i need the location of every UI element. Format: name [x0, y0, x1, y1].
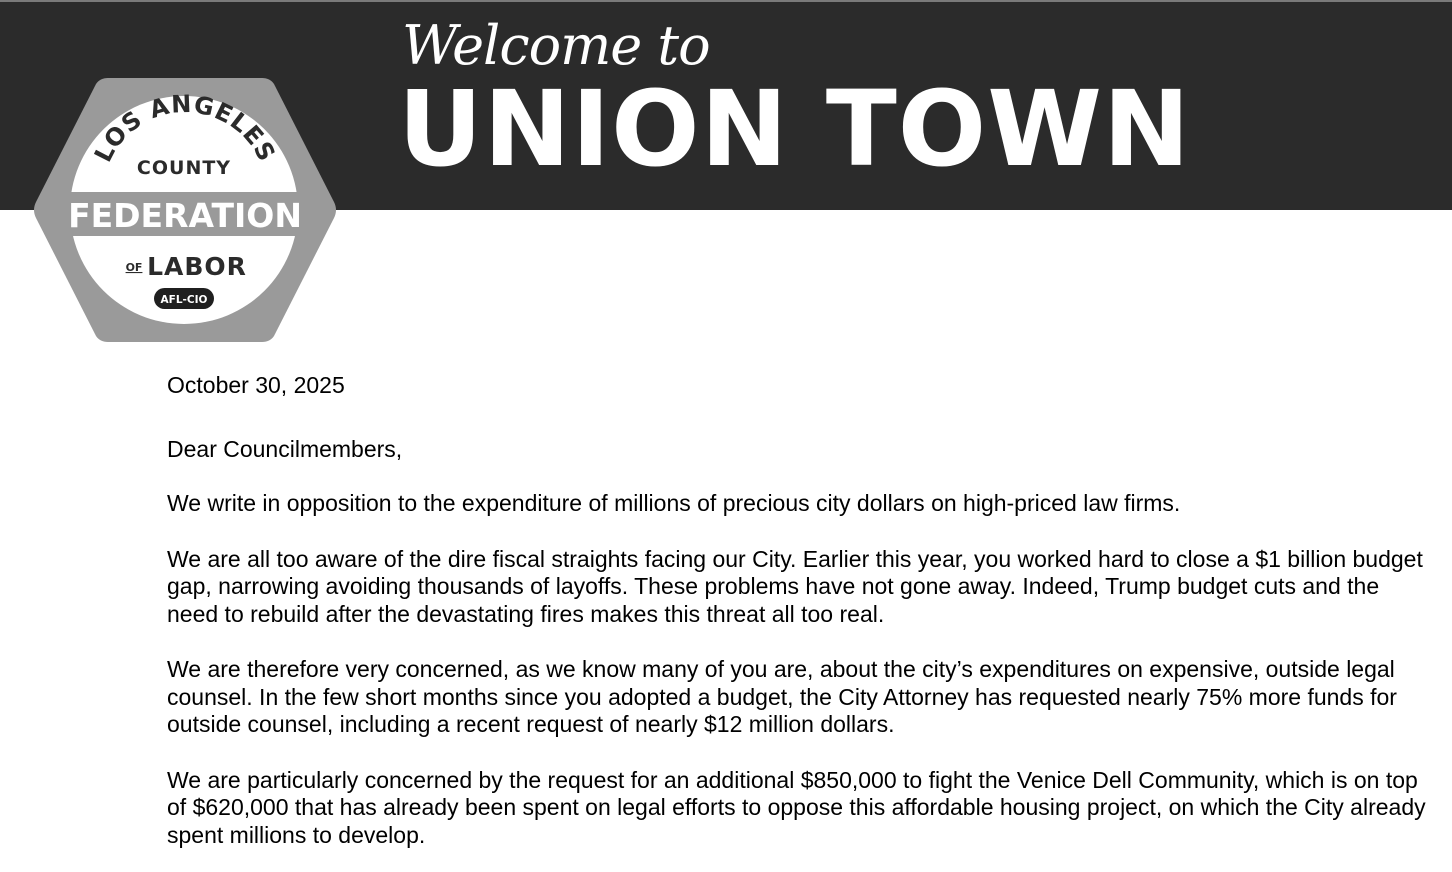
logo-county: COUNTY [136, 157, 232, 179]
federation-logo [30, 74, 340, 346]
welcome-text: Welcome to [402, 14, 710, 77]
letter-paragraph: We are particularly concerned by the request for an additional $850,000 to fight the Venice Dell Community, which is on top of $620,000 that has already been spent on legal efforts to oppose this affordable housing project, on which the City already spent millions to develop. [167, 766, 1426, 848]
letter-body [167, 372, 1427, 872]
logo-federation: FEDERATION [68, 196, 302, 235]
union-town-title: UNION TOWN [398, 68, 1191, 190]
letter-paragraph: We are all too aware of the dire fiscal straights facing our City. Earlier this year, you worked hard to close a $1 billion budget gap, narrowing avoiding thousands of layoffs. These problems have not gone away. Indeed, Trump budget cuts and the need to rebuild after the devastating fires makes this threat all too real. [167, 545, 1423, 627]
letter-paragraph: We write in opposition to the expenditure of millions of precious city dollars on high-priced law firms. [167, 490, 1181, 516]
banner-top-border [0, 0, 1452, 2]
letter-salutation: Dear Councilmembers, [167, 435, 403, 462]
logo-afl-cio: AFL-CIO [160, 294, 208, 306]
logo-labor: LABOR [147, 252, 247, 281]
logo-of: OF [125, 261, 143, 274]
letter-paragraph: We are therefore very concerned, as we know many of you are, about the city’s expenditures on expensive, outside legal counsel. In the few short months since you adopted a budget, the City Attorney has requested nearly 75% more funds for outside counsel, including a recent request of nearly $12 million dollars. [167, 656, 1397, 737]
letter-date: October 30, 2025 [167, 372, 345, 398]
logo-los-angeles: LOS ANGELES [88, 89, 282, 167]
